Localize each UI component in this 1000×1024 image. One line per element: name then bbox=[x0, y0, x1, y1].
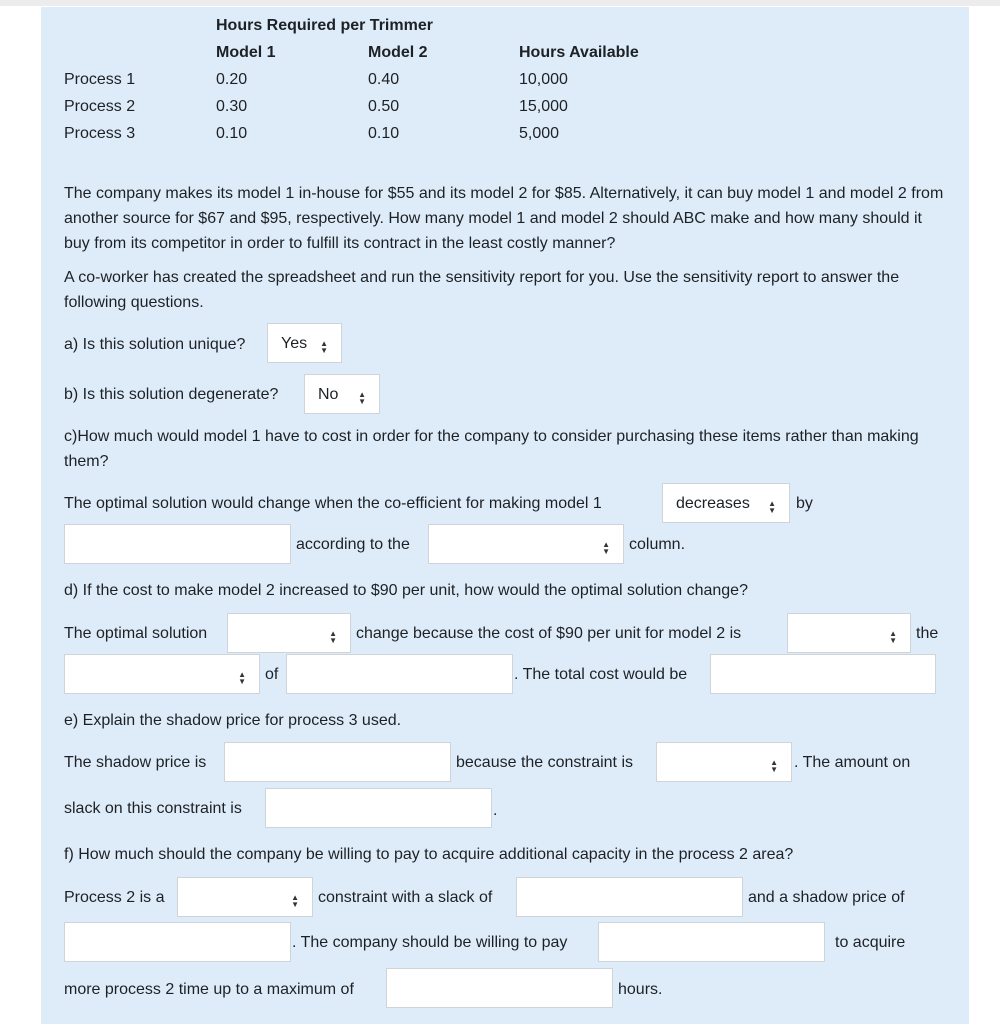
top-divider bbox=[0, 0, 1000, 6]
degenerate-select[interactable] bbox=[304, 374, 380, 414]
question-a-text: a) Is this solution unique? bbox=[64, 336, 246, 353]
range-type-select[interactable] bbox=[64, 654, 260, 694]
question-f-sentence-6: more process 2 time up to a maximum of bbox=[64, 981, 354, 998]
question-f-hours: hours. bbox=[618, 981, 663, 998]
table-row-process: Process 3 bbox=[64, 125, 136, 142]
process2-shadow-price-input[interactable] bbox=[64, 922, 291, 962]
table-cell-model2: 0.40 bbox=[368, 71, 400, 88]
col-header-model1: Model 1 bbox=[216, 44, 276, 61]
up-down-arrows-icon: ▲ ▼ bbox=[770, 757, 778, 774]
table-cell-hours: 15,000 bbox=[519, 98, 568, 115]
total-cost-input[interactable] bbox=[710, 654, 936, 694]
question-f-sentence-1: Process 2 is a bbox=[64, 889, 165, 906]
table-row-process: Process 2 bbox=[64, 98, 136, 115]
table-cell-hours: 10,000 bbox=[519, 71, 568, 88]
question-e-sentence-2: because the constraint is bbox=[456, 754, 633, 771]
question-e-sentence-1: The shadow price is bbox=[64, 754, 207, 771]
question-f-sentence-3: and a shadow price of bbox=[748, 889, 905, 906]
table-cell-model2: 0.50 bbox=[368, 98, 400, 115]
intro-paragraph: The company makes its model 1 in-house for $55 and its model 2 for $85. Alternatively, it can buy model 1 and model 2 from another source for $67 and $95, respectively. How many model 1 and model 2 should ABC make and how many should it buy from its competitor in order to fulfill its contract in the least costly manner? bbox=[64, 185, 944, 252]
slack-amount-input[interactable] bbox=[265, 788, 492, 828]
up-down-arrows-icon: ▲ ▼ bbox=[329, 628, 337, 645]
question-c-according: according to the bbox=[296, 536, 410, 553]
up-down-arrows-icon: ▲ ▼ bbox=[358, 389, 366, 406]
question-c-sentence-1: The optimal solution would change when the co-efficient for making model 1 bbox=[64, 495, 602, 512]
constraint-type-select[interactable] bbox=[177, 877, 313, 917]
coefficient-direction-value: decreases bbox=[676, 495, 750, 512]
question-b-text: b) Is this solution degenerate? bbox=[64, 386, 279, 403]
table-cell-model1: 0.20 bbox=[216, 71, 248, 88]
question-c-column: column. bbox=[629, 536, 686, 553]
table-cell-model1: 0.30 bbox=[216, 98, 248, 115]
question-d-text: d) If the cost to make model 2 increased to $90 per unit, how would the optimal solution change? bbox=[64, 582, 748, 599]
up-down-arrows-icon: ▲ ▼ bbox=[238, 669, 246, 686]
report-column-select[interactable] bbox=[428, 524, 624, 564]
question-e-sentence-4: slack on this constraint is bbox=[64, 800, 242, 817]
table-cell-hours: 5,000 bbox=[519, 125, 560, 142]
process2-slack-input[interactable] bbox=[516, 877, 743, 917]
up-down-arrows-icon: ▲ ▼ bbox=[768, 498, 776, 515]
within-outside-select[interactable] bbox=[787, 613, 911, 653]
degenerate-select-value: No bbox=[318, 386, 339, 403]
up-down-arrows-icon: ▲ ▼ bbox=[320, 338, 328, 355]
question-d-sentence-1: The optimal solution bbox=[64, 625, 208, 642]
table-row-process: Process 1 bbox=[64, 71, 136, 88]
intro-instructions: A co-worker has created the spreadsheet and run the sensitivity report for you. Use the sensitivity report to answer the following questions. bbox=[64, 269, 900, 311]
max-hours-input[interactable] bbox=[386, 968, 613, 1008]
question-f-sentence-2: constraint with a slack of bbox=[318, 889, 493, 906]
question-f-sentence-4: . The company should be willing to pay bbox=[292, 934, 568, 951]
table-title: Hours Required per Trimmer bbox=[216, 17, 433, 34]
question-d-total-cost: . The total cost would be bbox=[514, 666, 688, 683]
table-cell-model2: 0.10 bbox=[368, 125, 400, 142]
unique-select-value: Yes bbox=[281, 335, 308, 352]
question-f-sentence-5: to acquire bbox=[835, 934, 906, 951]
question-d-the: the bbox=[916, 625, 939, 642]
up-down-arrows-icon: ▲ ▼ bbox=[291, 892, 299, 909]
question-c-by: by bbox=[796, 495, 813, 512]
up-down-arrows-icon: ▲ ▼ bbox=[889, 628, 897, 645]
question-e-sentence-3: . The amount on bbox=[794, 754, 911, 771]
solution-change-select[interactable] bbox=[227, 613, 351, 653]
coefficient-change-input[interactable] bbox=[64, 524, 291, 564]
up-down-arrows-icon: ▲ ▼ bbox=[602, 539, 610, 556]
unique-select[interactable] bbox=[267, 323, 342, 363]
question-c-text: c)How much would model 1 have to cost in order for the company to consider purchasing these items rather than making them? bbox=[64, 428, 919, 470]
table-cell-model1: 0.10 bbox=[216, 125, 248, 142]
col-header-hours: Hours Available bbox=[519, 44, 639, 61]
question-e-text: e) Explain the shadow price for process 3 used. bbox=[64, 712, 402, 729]
shadow-price-input[interactable] bbox=[224, 742, 451, 782]
question-d-sentence-2: change because the cost of $90 per unit for model 2 is bbox=[356, 625, 742, 642]
question-panel bbox=[41, 7, 969, 1024]
willing-to-pay-input[interactable] bbox=[598, 922, 825, 962]
question-e-period: . bbox=[493, 802, 498, 819]
question-f-text: f) How much should the company be willing to pay to acquire additional capacity in the process 2 area? bbox=[64, 846, 794, 863]
constraint-status-select[interactable] bbox=[656, 742, 792, 782]
col-header-model2: Model 2 bbox=[368, 44, 428, 61]
coefficient-direction-select[interactable] bbox=[662, 483, 790, 523]
question-d-of: of bbox=[265, 666, 279, 683]
range-value-input[interactable] bbox=[286, 654, 513, 694]
